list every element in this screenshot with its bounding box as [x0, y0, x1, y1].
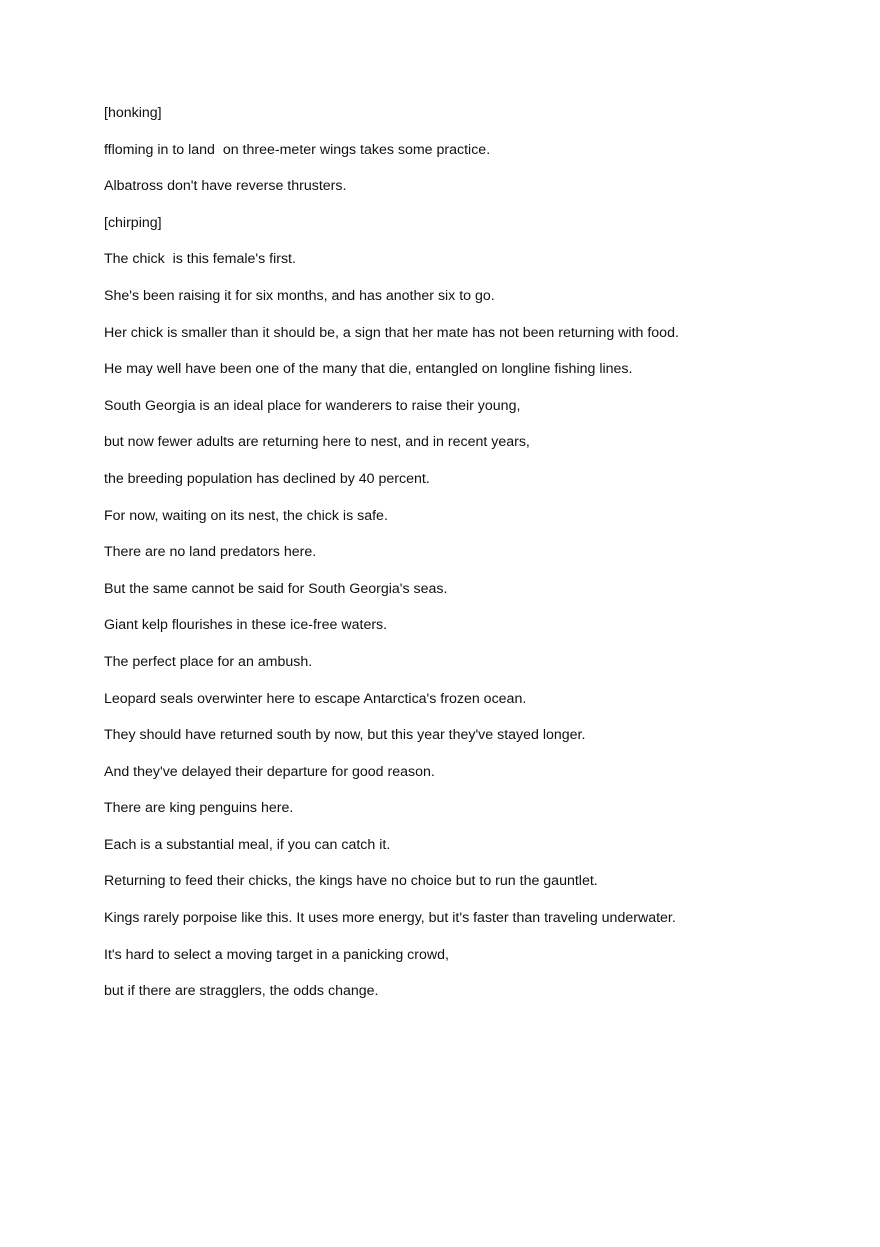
transcript-line: [honking] [104, 105, 162, 121]
transcript-line: Albatross don't have reverse thrusters. [104, 178, 347, 195]
document-page [104, 95, 840, 1010]
transcript-line: Leopard seals overwinter here to escape Antarctica's frozen ocean. [104, 690, 527, 707]
transcript-line: the breeding population has declined by 40 percent. [104, 470, 430, 487]
transcript-line: They should have returned south by now, but this year they've stayed longer. [104, 727, 586, 744]
transcript-line: He may well have been one of the many that die, entangled on longline fishing lines. [104, 361, 633, 378]
transcript-line: Kings rarely porpoise like this. It uses more energy, but it's faster than traveling underwater. [104, 910, 676, 927]
transcript-line: Her chick is smaller than it should be, a sign that her mate has not been returning with food. [104, 324, 679, 341]
transcript-line: Returning to feed their chicks, the kings have no choice but to run the gauntlet. [104, 873, 598, 890]
transcript-line: There are king penguins here. [104, 800, 294, 817]
transcript-line: There are no land predators here. [104, 544, 317, 561]
transcript-line: The perfect place for an ambush. [104, 653, 313, 670]
transcript-line: [chirping] [104, 214, 162, 231]
transcript-line: For now, waiting on its nest, the chick is safe. [104, 507, 388, 524]
transcript-line: She's been raising it for six months, and has another six to go. [104, 287, 495, 304]
transcript-line: The chick is this female's first. [104, 251, 296, 268]
transcript-line: Each is a substantial meal, if you can catch it. [104, 836, 391, 853]
transcript-line: but if there are stragglers, the odds change. [104, 983, 379, 1000]
transcript-line: but now fewer adults are returning here to nest, and in recent years, [104, 434, 530, 451]
transcript-line: It's hard to select a moving target in a panicking crowd, [104, 946, 449, 963]
transcript-line: South Georgia is an ideal place for wanderers to raise their young, [104, 397, 521, 414]
transcript-line: And they've delayed their departure for good reason. [104, 763, 435, 780]
transcript-line: ffloming in to land on three-meter wings takes some practice. [104, 141, 491, 158]
transcript-line: But the same cannot be said for South Georgia's seas. [104, 580, 448, 597]
transcript-line: Giant kelp flourishes in these ice-free waters. [104, 617, 388, 634]
